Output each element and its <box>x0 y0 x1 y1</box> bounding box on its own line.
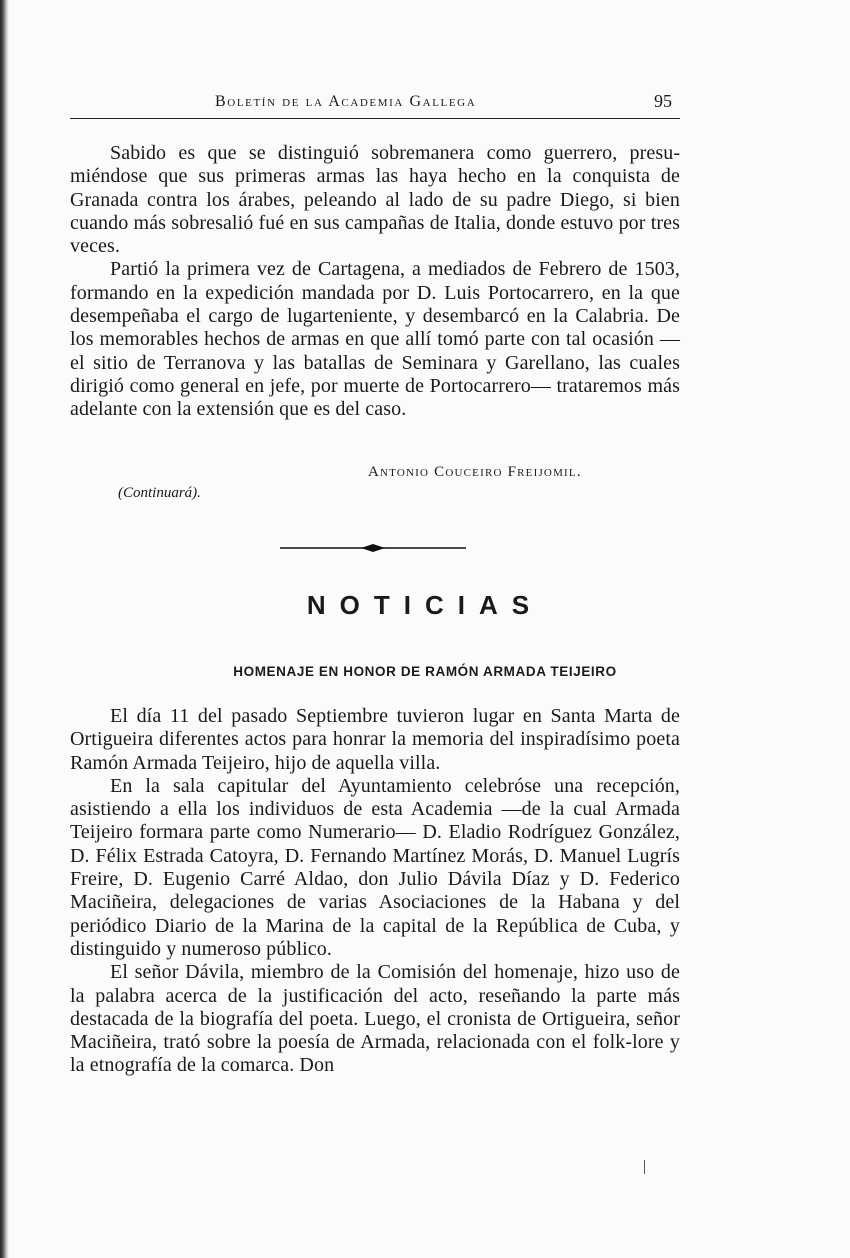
author-signature: Antonio Couceiro Freijomil. <box>368 464 582 480</box>
continued-note: (Continuará). <box>118 485 201 501</box>
news-heading: HOMENAJE EN HONOR DE RAMÓN ARMADA TEIJEIRO <box>233 664 617 679</box>
article-paragraph-1: Sabido es que se distinguió sobremanera como guerrero, presumiéndose que sus primeras armas las haya hecho en la conquista de Granada contra los árabes, peleando al lado de su padre Diego, si bien cuando más sobresalió fué en sus campañas de Italia, donde estuvo por tres veces. <box>70 142 680 258</box>
section-divider-ornament <box>280 538 466 558</box>
news-paragraph-3: El señor Dávila, miembro de la Comisión del homenaje, hizo uso de la palabra acerca de la justificación del acto, reseñando la parte más destacada de la biografía del poeta. Luego, el cronista de Ortigueira, señor Maciñeira, trató sobre la poesía de Armada, relacionada con el folk-lore y la etnografía de la comarca. Don <box>70 961 680 1077</box>
news-paragraph-2: En la sala capitular del Ayuntamiento celebróse una recepción, asistiendo a ella los individuos de esta Academia —de la cual Armada Teijeiro formara parte como Numerario— D. Eladio Rodríguez González, D. Félix Estrada Catoyra, D. Fernando Martínez Morás, D. Manuel Lugrís Freire, D. Eugenio Carré Aldao, don Julio Dávila Díaz y D. Federico Maciñeira, delegaciones de varias Asociaciones de la Habana y del periódico Diario de la Marina de la capital de la República de Cuba, y distinguido y numeroso público. <box>70 774 680 960</box>
running-header <box>70 88 680 119</box>
news-body <box>70 705 680 1078</box>
article-paragraph-2: Partió la primera vez de Cartagena, a mediados de Febrero de 1503, formando en la expedición mandada por D. Luis Portocarrero, en la que desempeñaba el cargo de lugarteniente, y desembarcó en la Calabria. De los memorables hechos de armas en que allí tomó parte con tal ocasión —el sitio de Terranova y las batallas de Seminara y Garellano, las cuales dirigió como general en jefe, por muerte de Portocarrero— trataremos más adelante con la extensión que es del caso. <box>70 258 680 421</box>
page-binding-edge <box>0 0 9 1258</box>
scan-mark <box>644 1160 645 1174</box>
news-paragraph-1: El día 11 del pasado Septiembre tuvieron lugar en Santa Marta de Ortigueira diferentes actos para honrar la memoria del inspiradísimo poeta Ramón Armada Teijeiro, hijo de aquella villa. <box>70 705 680 774</box>
running-title: Boletín de la Academia Gallega <box>215 93 477 110</box>
page-number: 95 <box>654 91 672 111</box>
section-title: NOTICIAS <box>306 590 544 620</box>
article-conclusion <box>70 142 680 422</box>
